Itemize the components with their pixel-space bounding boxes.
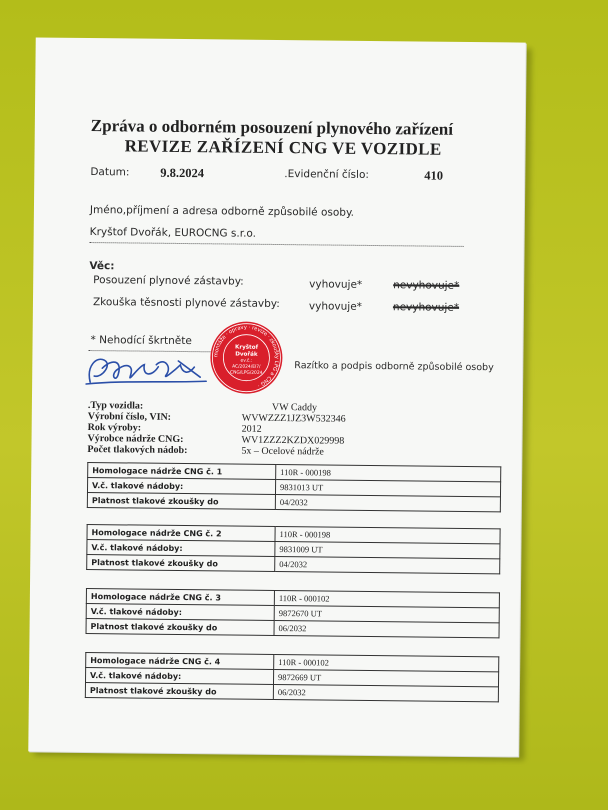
tank-4-serial-value: 9872669 UT	[273, 669, 498, 686]
tank-1-homologation-label: Homologace nádrže CNG č. 1	[88, 463, 276, 480]
stamp-line-3: ev.č.:	[240, 358, 253, 364]
stamp-line-5: CNG/LPG/2024	[230, 370, 263, 376]
tank-1-serial-label: V.č. tlakové nádoby:	[87, 478, 275, 495]
vehicle-type-label: .Typ vozidla:	[87, 400, 144, 412]
handwritten-signature	[82, 346, 212, 391]
tank-2-validity-label: Platnost tlakové zkoušky do	[87, 555, 275, 572]
stamp-caption: Razítko a podpis odborně způsobilé osoby	[294, 360, 494, 374]
vessel-count-label: Počet tlakových nádob:	[87, 444, 188, 457]
tank-4-homologation-value: 110R - 000102	[274, 654, 499, 671]
subject-label: Věc:	[89, 260, 115, 273]
year-value: 2012	[241, 423, 262, 435]
vin-value: WVWZZZ1JZ3W532346	[241, 412, 346, 425]
tank-3-homologation-value: 110R - 000102	[274, 590, 499, 607]
stamp-line-1: Kryštof	[234, 344, 259, 351]
vin-label: Výrobní číslo, VIN:	[87, 411, 172, 423]
tank-1-homologation-value: 110R - 000198	[276, 464, 501, 481]
tank-4-serial-label: V.č. tlakové nádoby:	[85, 668, 273, 685]
tank-2-homologation-label: Homologace nádrže CNG č. 2	[87, 525, 275, 542]
tank-3-homologation-label: Homologace nádrže CNG č. 3	[86, 589, 274, 606]
tank-2-serial-label: V.č. tlakové nádoby:	[87, 540, 275, 557]
leak-test-fail-struck: nevyhovuje*	[392, 301, 460, 314]
report-sheet	[28, 37, 525, 756]
stamp-line-4: AC/2024/EI7/	[232, 364, 261, 370]
leak-test-label: Zkouška těsnosti plynové zástavby:	[92, 296, 280, 311]
assessment-label: Posouzení plynové zástavby:	[93, 274, 244, 288]
tank-table-2	[86, 524, 500, 574]
leak-test-pass: vyhovuje*	[308, 300, 363, 313]
date-value: 9.8.2024	[160, 165, 205, 181]
tank-3-validity-value: 06/2032	[274, 620, 499, 637]
report-subtitle: REVIZE ZAŘÍZENÍ CNG VE VOZIDLE	[124, 136, 442, 159]
tank-3-serial-value: 9872670 UT	[274, 605, 499, 622]
date-label: Datum:	[90, 166, 130, 179]
tank-3-serial-label: V.č. tlakové nádoby:	[86, 604, 274, 621]
person-label: Jméno,příjmení a adresa odborně způsobilé osoby.	[89, 204, 355, 219]
tank-4-homologation-label: Homologace nádrže CNG č. 4	[86, 653, 274, 670]
report-title: Zpráva o odborném posouzení plynového zařízení	[90, 116, 454, 139]
official-stamp	[208, 319, 285, 396]
evidence-number-value: 410	[424, 168, 444, 183]
assessment-pass: vyhovuje*	[309, 278, 363, 291]
table-row	[86, 619, 499, 638]
tank-maker-value: WV1ZZZ2KZDX029998	[241, 434, 345, 447]
table-row	[87, 555, 500, 574]
table-row	[87, 493, 500, 512]
tank-2-homologation-value: 110R - 000198	[275, 526, 500, 543]
tank-1-validity-value: 04/2032	[275, 494, 500, 511]
stamp-ring-text: montáže · opravy · revize · zkoušky LPG a CNG ·	[213, 324, 280, 389]
tank-3-validity-label: Platnost tlakové zkoušky do	[86, 619, 274, 636]
table-row	[85, 683, 498, 702]
tank-2-serial-value: 9831009 UT	[275, 541, 500, 558]
tank-1-validity-label: Platnost tlakové zkoušky do	[87, 493, 275, 510]
evidence-number-label: .Evidenční číslo:	[284, 168, 370, 181]
dotted-divider	[90, 242, 464, 247]
tank-table-3	[86, 588, 500, 638]
assessment-fail-struck: nevyhovuje*	[393, 279, 460, 292]
vehicle-type-value: VW Caddy	[271, 401, 318, 414]
tank-2-validity-value: 04/2032	[275, 556, 500, 573]
stamp-line-2: Dvořák	[235, 351, 258, 358]
tank-table-1	[87, 462, 501, 512]
tank-4-validity-value: 06/2032	[273, 684, 498, 701]
person-value: Kryštof Dvořák, EUROCNG s.r.o.	[89, 226, 257, 240]
tank-1-serial-value: 9831013 UT	[275, 479, 500, 496]
year-label: Rok výroby:	[87, 422, 142, 434]
tank-4-validity-label: Platnost tlakové zkoušky do	[85, 683, 273, 700]
tank-table-4	[85, 652, 499, 702]
tank-maker-label: Výrobce nádrže CNG:	[87, 433, 184, 446]
vessel-count-value: 5x – Ocelové nádrže	[241, 445, 324, 458]
strike-footnote: * Nehodící škrtněte	[90, 334, 192, 348]
